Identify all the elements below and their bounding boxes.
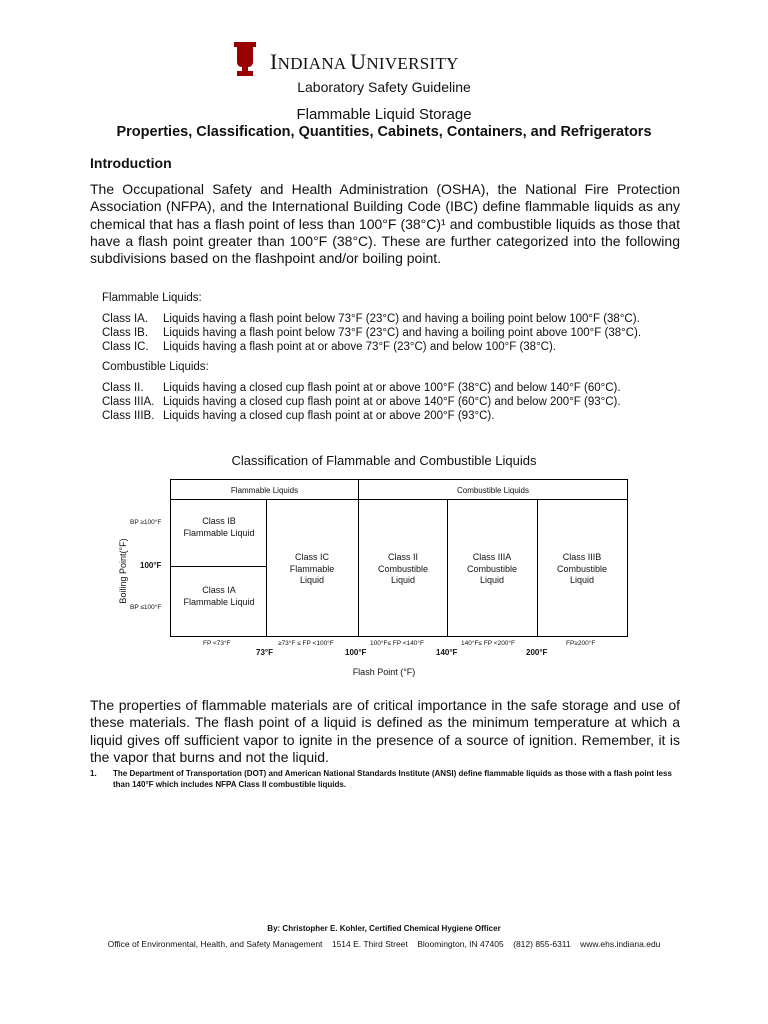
document-subtitle-bold: Properties, Classification, Quantities, Cabinets, Containers, and Refrigerators	[116, 124, 652, 140]
cell-class-ia: Class IA Flammable Liquid	[183, 585, 255, 607]
classification-diagram	[170, 479, 628, 637]
flammable-liquids-label: Flammable Liquids:	[102, 292, 202, 304]
class-desc: Liquids having a closed cup flash point at or above 200°F (93°C).	[163, 410, 495, 422]
x-range-label: FP≥200°F	[566, 640, 596, 647]
class-row	[102, 410, 494, 422]
intro-paragraph: The Occupational Safety and Health Administration (OSHA), the National Fire Protection Association (NFPA), and the International Building Code (IBC) define flammable liquids as any chemical that has a flash point of less than 100°F (38°C)¹ and combustible liquids as those that have a flash point greater than 100°F (38°C). These are further categorized into the following subdivisions based on the flashpoint and/or boiling point.	[90, 181, 680, 267]
footnote-text: The Department of Transportation (DOT) and American National Standards Institute (ANSI) define flammable liquids as those with a flash point less than 140°F which includes NFPA Class II combustible liquids.	[113, 769, 672, 789]
footnote	[90, 769, 680, 790]
y-tick-bottom: BP ≤100°F	[130, 604, 162, 611]
y-axis-label: Boiling Point(°F)	[118, 538, 128, 604]
cell-class-ii: Class II Combustible Liquid	[377, 552, 429, 585]
x-tick: 200°F	[526, 648, 548, 657]
header-divider	[171, 499, 627, 500]
x-tick: 140°F	[436, 648, 458, 657]
class-code: Class IIIB.	[102, 410, 155, 422]
x-range-label: FP <73°F	[203, 640, 231, 647]
footnote-number: 1.	[90, 769, 97, 778]
header-combustible: Combustible Liquids	[456, 486, 530, 495]
y-tick-top: BP ≥100°F	[130, 519, 162, 526]
x-range-label: ≥73°F ≤ FP <100°F	[278, 640, 334, 647]
col-divider	[447, 499, 448, 636]
footer-author: By: Christopher E. Kohler, Certified Chemical Hygiene Officer	[267, 924, 501, 933]
class-code: Class IA.	[102, 313, 149, 325]
intro-heading: Introduction	[90, 155, 172, 171]
y-tick-mid: 100°F	[140, 561, 162, 570]
cell-class-iiib: Class IIIB Combustible Liquid	[556, 552, 608, 585]
x-tick: 73°F	[256, 648, 273, 657]
class-code: Class IIIA.	[102, 396, 155, 408]
class-code: Class IC.	[102, 341, 149, 353]
class-row	[102, 396, 621, 408]
cell-class-ib: Class IB Flammable Liquid	[183, 516, 255, 538]
x-range-label: 100°F≤ FP <140°F	[370, 640, 424, 647]
x-range-label: 140°F≤ FP <200°F	[461, 640, 515, 647]
combustible-liquids-label: Combustible Liquids:	[102, 361, 209, 373]
document-subtitle: Laboratory Safety Guideline	[297, 79, 471, 95]
x-tick: 100°F	[345, 648, 367, 657]
class-code: Class II.	[102, 382, 144, 394]
properties-paragraph: The properties of flammable materials are of critical importance in the safe storage and use of these materials. The flash point of a liquid is defined as the minimum temperature at which a liquid gives off sufficient vapor to ignite in the presence of a source of ignition. Remember, it is the vapor that burns and not the liquid.	[90, 697, 680, 765]
class-row	[102, 382, 621, 394]
header-flammable: Flammable Liquids	[230, 486, 299, 495]
class-desc: Liquids having a flash point below 73°F (23°C) and having a boiling point above 100°F (38°C).	[163, 327, 642, 339]
class-row	[102, 313, 640, 325]
cell-class-ic: Class IC Flammable Liquid	[289, 552, 335, 585]
class-row	[102, 341, 556, 353]
header-logo-row	[228, 42, 528, 76]
col-divider	[358, 480, 359, 636]
col-divider	[266, 499, 267, 636]
class-desc: Liquids having a closed cup flash point at or above 100°F (38°C) and below 140°F (60°C).	[163, 382, 621, 394]
diagram-title: Classification of Flammable and Combustible Liquids	[231, 453, 537, 468]
footer-office: Office of Environmental, Health, and Safety Management 1514 E. Third Street Bloomington, IN 47405 (812) 855-6311 www.ehs.indiana.edu	[107, 939, 661, 949]
cell-class-iiia: Class IIIA Combustible Liquid	[466, 552, 518, 585]
university-name: INDIANA UNIVERSITY	[270, 49, 459, 74]
class-code: Class IB.	[102, 327, 149, 339]
class-desc: Liquids having a flash point below 73°F (23°C) and having a boiling point below 100°F (38°C).	[163, 313, 640, 325]
class-row	[102, 327, 641, 339]
class-desc: Liquids having a flash point at or above 73°F (23°C) and below 100°F (38°C).	[163, 341, 557, 353]
iu-trident-icon	[228, 42, 262, 76]
row-divider	[171, 566, 266, 567]
col-divider	[537, 499, 538, 636]
document-title: Flammable Liquid Storage	[296, 106, 472, 123]
class-desc: Liquids having a closed cup flash point at or above 140°F (60°C) and below 200°F (93°C).	[163, 396, 621, 408]
x-axis-label: Flash Point (°F)	[352, 667, 416, 677]
